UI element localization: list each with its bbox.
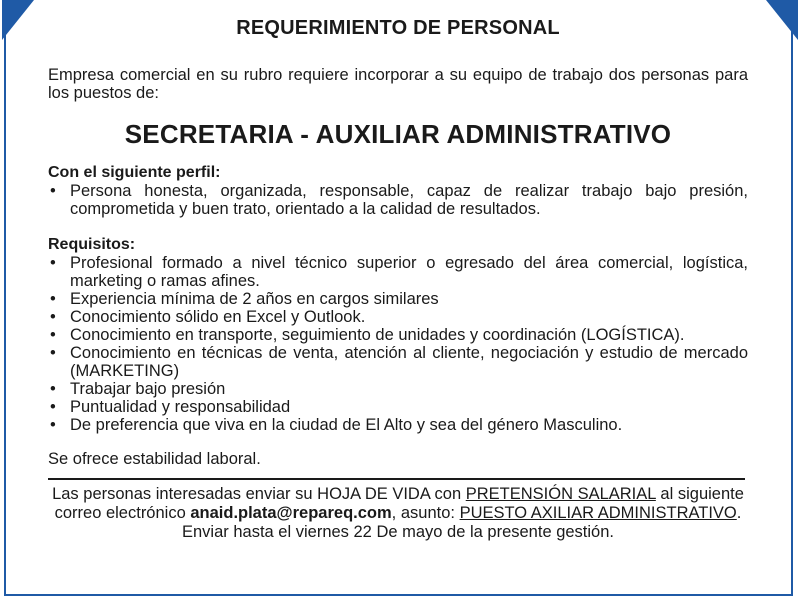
bullet-icon: • <box>50 398 56 416</box>
bullet-icon: • <box>50 326 56 344</box>
list-item-text: Trabajar bajo presión <box>70 380 226 398</box>
corner-decoration-right <box>766 0 798 40</box>
profile-list <box>48 182 748 218</box>
bullet-icon: • <box>50 380 56 398</box>
list-item-text: Experiencia mínima de 2 años en cargos similares <box>70 290 439 308</box>
list-item <box>48 398 748 416</box>
profile-heading: Con el siguiente perfil: <box>48 164 221 181</box>
list-item <box>48 416 748 434</box>
email-subject: PUESTO AXILIAR ADMINISTRATIVO <box>459 504 737 522</box>
list-item <box>48 290 748 308</box>
footer-text: , asunto: <box>391 504 460 522</box>
list-item-text: Conocimiento en transporte, seguimiento de unidades y coordinación (LOGÍSTICA). <box>70 326 685 344</box>
bullet-icon: • <box>50 308 56 326</box>
divider <box>48 478 745 480</box>
bullet-icon: • <box>50 254 56 272</box>
salary-requirement: PRETENSIÓN SALARIAL <box>465 485 656 503</box>
list-item <box>48 182 748 218</box>
footer-text: . Enviar hasta el viernes 22 De mayo de la presente gestión. <box>182 504 742 541</box>
list-item-text: Conocimiento en técnicas de venta, atención al cliente, negociación y estudio de mercado (MARKETING) <box>70 344 748 380</box>
list-item-text: Conocimiento sólido en Excel y Outlook. <box>70 308 366 326</box>
bullet-icon: • <box>50 344 56 362</box>
list-item <box>48 254 748 290</box>
bullet-icon: • <box>50 416 56 434</box>
page-title: REQUERIMIENTO DE PERSONAL <box>236 17 560 39</box>
footer-text: Las personas interesadas enviar su HOJA DE VIDA con <box>52 485 466 503</box>
list-item-text: De preferencia que viva en la ciudad de El Alto y sea del género Masculino. <box>70 416 623 434</box>
requirements-list <box>48 254 748 434</box>
list-item-text: Puntualidad y responsabilidad <box>70 398 291 416</box>
list-item <box>48 380 748 398</box>
contact-email[interactable]: anaid.plata@repareq.com <box>190 504 392 522</box>
list-item <box>48 344 748 380</box>
position-title: SECRETARIA - AUXILIAR ADMINISTRATIVO <box>124 119 672 149</box>
bullet-icon: • <box>50 290 56 308</box>
application-instructions <box>48 485 748 542</box>
document-content <box>48 0 748 542</box>
requirements-heading: Requisitos: <box>48 236 136 253</box>
corner-decoration-left <box>2 0 34 40</box>
offer-text: Se ofrece estabilidad laboral. <box>48 450 261 468</box>
list-item <box>48 308 748 326</box>
bullet-icon: • <box>50 182 56 200</box>
list-item-text: Profesional formado a nivel técnico superior o egresado del área comercial, logística, marketing o ramas afines. <box>70 254 748 290</box>
footer-text: al siguiente correo electrónico <box>54 485 744 522</box>
list-item-text: Persona honesta, organizada, responsable, capaz de realizar trabajo bajo presión, comprometida y buen trato, orientado a la calidad de resultados. <box>70 182 748 218</box>
intro-paragraph: Empresa comercial en su rubro requiere incorporar a su equipo de trabajo dos personas para los puestos de: <box>48 66 748 102</box>
list-item <box>48 326 748 344</box>
